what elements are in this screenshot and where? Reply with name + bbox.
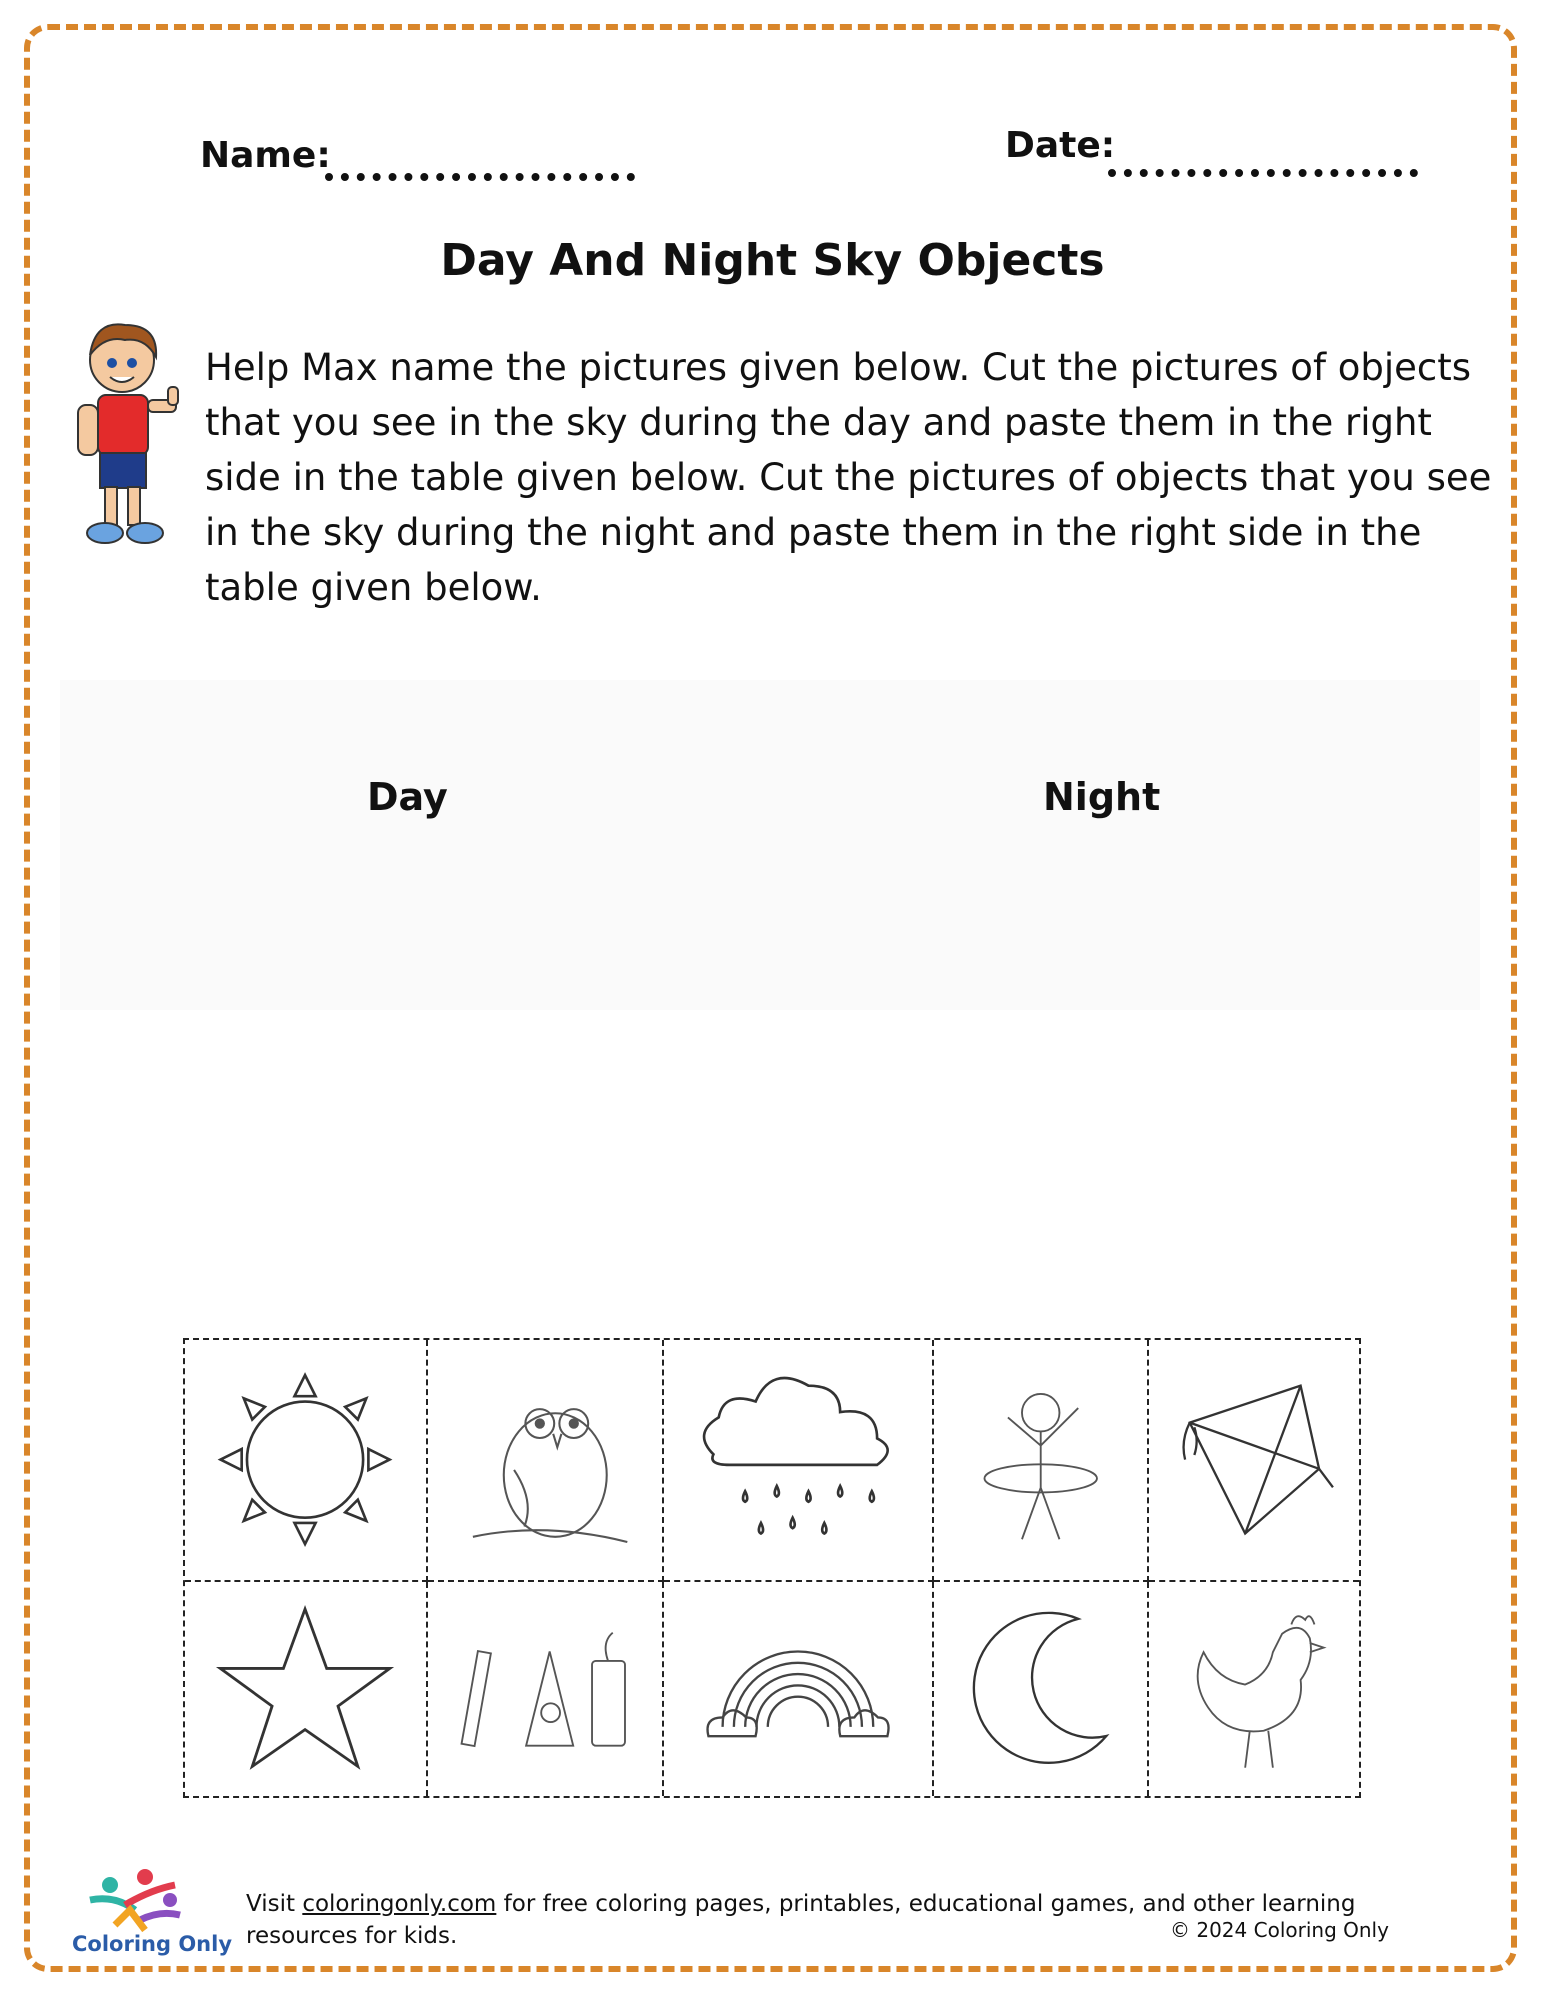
picture-cell[interactable] <box>1149 1582 1359 1796</box>
night-column-heading: Night <box>1043 775 1161 819</box>
star-icon <box>199 1595 411 1783</box>
picture-cell[interactable] <box>934 1582 1149 1796</box>
picture-cell[interactable] <box>664 1582 934 1796</box>
sun-icon <box>199 1354 411 1565</box>
sorting-area <box>60 680 1480 1010</box>
day-column-heading: Day <box>367 775 448 819</box>
name-date-row <box>0 125 1545 195</box>
fireworks-icon <box>442 1595 648 1783</box>
picture-cell[interactable] <box>185 1582 428 1796</box>
picture-cell[interactable] <box>664 1340 934 1582</box>
picture-cell[interactable] <box>428 1582 664 1796</box>
moon-icon <box>947 1595 1134 1783</box>
picture-cell[interactable] <box>934 1340 1149 1582</box>
picture-cell[interactable] <box>185 1340 428 1582</box>
kite-icon <box>1162 1354 1347 1565</box>
rooster-icon <box>1162 1595 1347 1783</box>
footer-visit-prefix: Visit <box>246 1891 303 1917</box>
name-label: Name: <box>200 135 331 176</box>
date-label: Date: <box>1005 125 1116 166</box>
copyright-text: © 2024 Coloring Only <box>1170 1918 1389 1942</box>
girl-hula-hoop-icon <box>947 1354 1134 1565</box>
picture-cell[interactable] <box>428 1340 664 1582</box>
picture-cell[interactable] <box>1149 1340 1359 1582</box>
logo-text: Coloring Only <box>72 1932 233 1956</box>
name-blank[interactable] <box>325 173 635 181</box>
date-blank[interactable] <box>1108 169 1418 177</box>
boy-mascot-icon <box>70 315 190 555</box>
instructions-text: Help Max name the pictures given below. Cut the pictures of objects that you see in the sky during the day and paste them in the right side in the table given below. Cut the pictures of objects that you see in the sky during the night and paste them in the right side in the table given below. <box>205 346 1492 609</box>
rainbow-icon <box>680 1595 916 1783</box>
cut-out-pictures-grid <box>183 1338 1361 1798</box>
owl-icon <box>442 1354 648 1565</box>
page-title: Day And Night Sky Objects <box>440 235 1105 286</box>
coloringonly-link[interactable]: coloringonly.com <box>302 1891 497 1917</box>
rain-cloud-icon <box>680 1354 916 1565</box>
footer-visit-suffix: for free coloring pages, printables, educational games, and other learning resources for kids. <box>246 1891 1356 1949</box>
